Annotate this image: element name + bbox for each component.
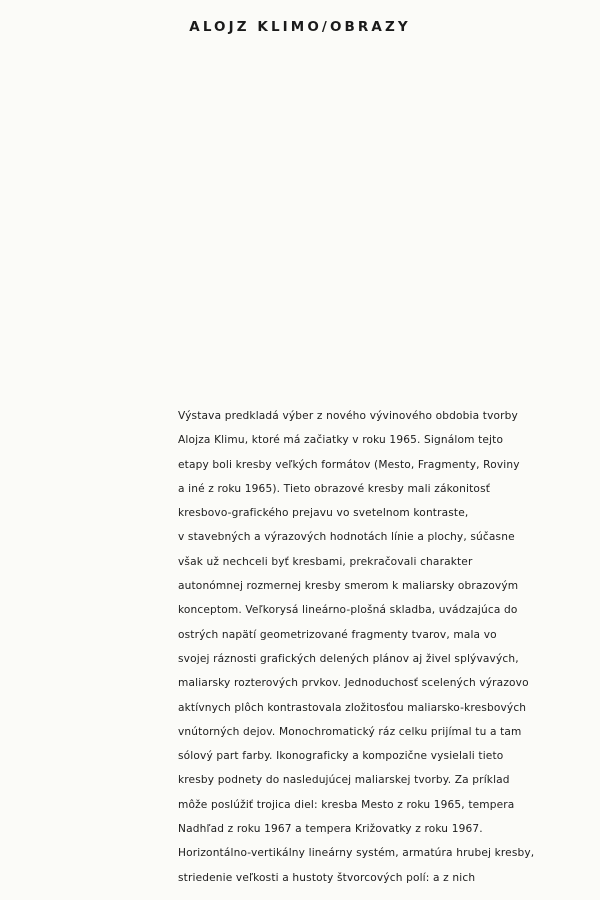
text-line: Nadhľad z roku 1967 a tempera Križovatky z roku 1967.: [178, 823, 483, 836]
text-line: môže poslúžiť trojica diel: kresba Mesto z roku 1965, tempera: [178, 798, 515, 811]
text-line: kresby podnety do nasledujúcej maliarskej tvorby. Za príklad: [178, 774, 510, 787]
text-line: kresbovo-grafického prejavu vo svetelnom kontraste,: [178, 507, 469, 520]
text-line: však už nechceli byť kresbami, prekračovali charakter: [178, 555, 473, 568]
text-line: aktívnych plôch kontrastovala zložitosťou maliarsko-kresbových: [178, 701, 527, 714]
text-line: Alojza Klimu, ktoré má začiatky v roku 1965. Signálom tejto: [178, 434, 504, 447]
body-text: [178, 404, 598, 890]
text-line: svojej ráznosti grafických delených plánov aj živel splývavých,: [178, 652, 519, 665]
text-line: autonómnej rozmernej kresby smerom k maliarsky obrazovým: [178, 580, 519, 593]
page-title: ALOJZ KLIMO/OBRAZY: [189, 19, 411, 35]
text-line: sólový part farby. Ikonograficky a kompozične vysielali tieto: [178, 750, 504, 763]
text-line: ostrých napätí geometrizované fragmenty tvarov, mala vo: [178, 628, 497, 641]
text-line: vnútorných dejov. Monochromatický ráz celku prijímal tu a tam: [178, 725, 522, 738]
text-line: konceptom. Veľkorysá lineárno-plošná skladba, uvádzajúca do: [178, 604, 518, 617]
text-line: a iné z roku 1965). Tieto obrazové kresby mali zákonitosť: [178, 482, 491, 495]
text-line: Výstava predkladá výber z nového vývinového obdobia tvorby: [178, 410, 518, 422]
text-line: Horizontálno-vertikálny lineárny systém, armatúra hrubej kresby,: [178, 847, 535, 860]
text-line: v stavebných a výrazových hodnotách línie a plochy, súčasne: [178, 531, 515, 544]
text-line: striedenie veľkosti a hustoty štvorcových polí: a z nich: [178, 871, 476, 884]
text-line: maliarsky rozterových prvkov. Jednoduchosť scelených výrazovo: [178, 677, 529, 690]
text-line: etapy boli kresby veľkých formátov (Mesto, Fragmenty, Roviny: [178, 458, 520, 471]
